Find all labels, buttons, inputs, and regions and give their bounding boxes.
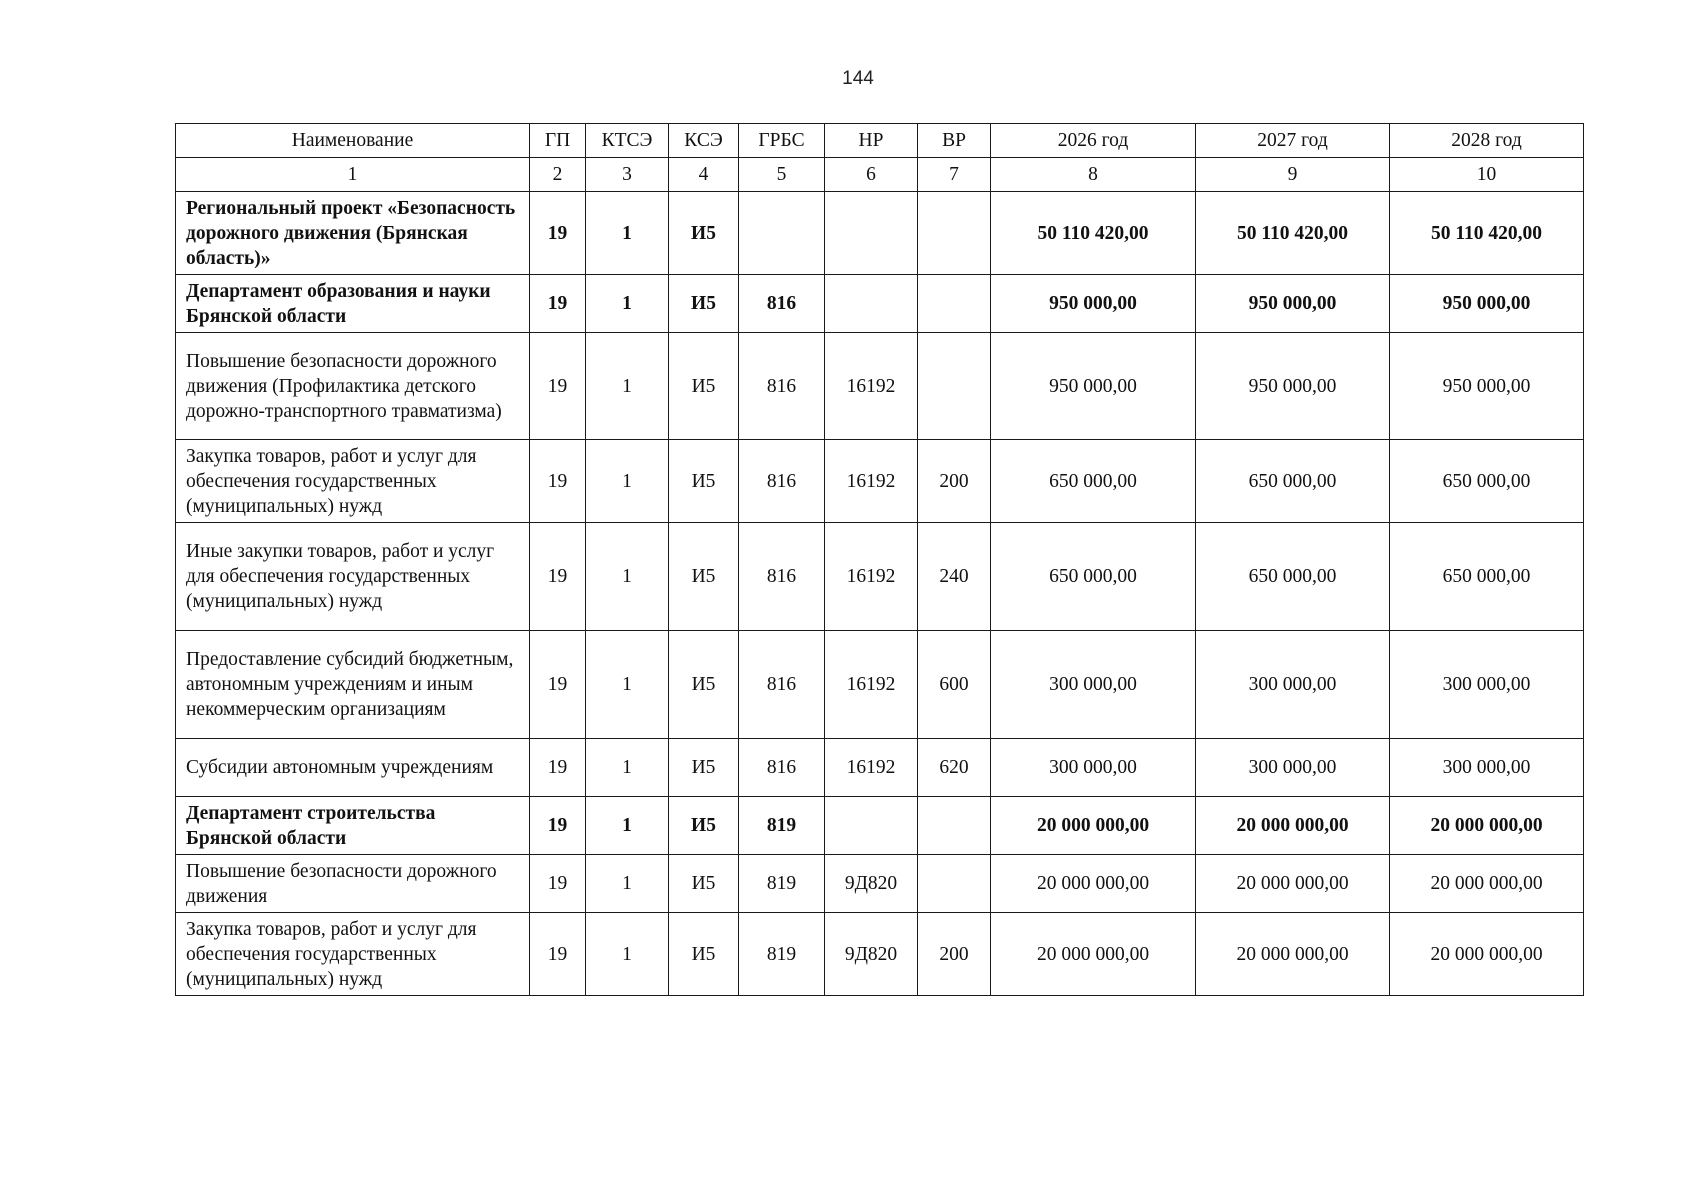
row-name: Региональный проект «Безопасность дорожного движения (Брянская область)» — [176, 192, 530, 275]
column-number-row — [176, 158, 1584, 192]
header-2027: 2027 год — [1196, 124, 1390, 158]
table-row — [176, 192, 1584, 275]
cell-gp: 19 — [530, 739, 586, 797]
table-row — [176, 913, 1584, 996]
cell-kse: И5 — [669, 192, 739, 275]
row-name: Субсидии автономным учреждениям — [176, 739, 530, 797]
header-gp: ГП — [530, 124, 586, 158]
cell-grbs: 819 — [739, 797, 825, 855]
row-name: Повышение безопасности дорожного движения — [176, 855, 530, 913]
cell-2028: 300 000,00 — [1390, 631, 1584, 739]
table-row — [176, 275, 1584, 333]
cell-grbs: 816 — [739, 275, 825, 333]
cell-ktse: 1 — [586, 333, 669, 440]
cell-nr — [825, 275, 918, 333]
cell-2027: 50 110 420,00 — [1196, 192, 1390, 275]
cell-2027: 300 000,00 — [1196, 739, 1390, 797]
cell-gp: 19 — [530, 631, 586, 739]
cell-nr: 16192 — [825, 739, 918, 797]
header-name: Наименование — [176, 124, 530, 158]
cell-2028: 650 000,00 — [1390, 523, 1584, 631]
column-number: 3 — [586, 158, 669, 192]
cell-grbs: 816 — [739, 739, 825, 797]
cell-2028: 300 000,00 — [1390, 739, 1584, 797]
cell-kse: И5 — [669, 913, 739, 996]
cell-kse: И5 — [669, 275, 739, 333]
cell-kse: И5 — [669, 797, 739, 855]
cell-vr — [918, 797, 991, 855]
cell-nr — [825, 192, 918, 275]
table-row — [176, 440, 1584, 523]
cell-2026: 650 000,00 — [991, 440, 1196, 523]
cell-ktse: 1 — [586, 523, 669, 631]
cell-2026: 950 000,00 — [991, 333, 1196, 440]
cell-grbs — [739, 192, 825, 275]
cell-2028: 20 000 000,00 — [1390, 913, 1584, 996]
cell-vr — [918, 855, 991, 913]
row-name: Предоставление субсидий бюджетным, автономным учреждениям и иным некоммерческим организациям — [176, 631, 530, 739]
cell-grbs: 816 — [739, 631, 825, 739]
column-number: 7 — [918, 158, 991, 192]
cell-2028: 950 000,00 — [1390, 275, 1584, 333]
cell-ktse: 1 — [586, 275, 669, 333]
cell-nr: 16192 — [825, 523, 918, 631]
cell-2026: 50 110 420,00 — [991, 192, 1196, 275]
cell-gp: 19 — [530, 275, 586, 333]
cell-2027: 20 000 000,00 — [1196, 797, 1390, 855]
header-nr: НР — [825, 124, 918, 158]
budget-table — [175, 123, 1584, 996]
column-number: 5 — [739, 158, 825, 192]
column-number: 10 — [1390, 158, 1584, 192]
cell-gp: 19 — [530, 192, 586, 275]
column-number: 1 — [176, 158, 530, 192]
cell-2026: 20 000 000,00 — [991, 797, 1196, 855]
cell-2027: 950 000,00 — [1196, 333, 1390, 440]
row-name: Повышение безопасности дорожного движения (Профилактика детского дорожно-транспортного травматизма) — [176, 333, 530, 440]
cell-2026: 650 000,00 — [991, 523, 1196, 631]
cell-vr — [918, 333, 991, 440]
cell-2026: 300 000,00 — [991, 739, 1196, 797]
cell-2026: 20 000 000,00 — [991, 913, 1196, 996]
cell-nr: 16192 — [825, 333, 918, 440]
cell-ktse: 1 — [586, 192, 669, 275]
table-row — [176, 797, 1584, 855]
cell-vr: 620 — [918, 739, 991, 797]
cell-2027: 650 000,00 — [1196, 440, 1390, 523]
cell-grbs: 816 — [739, 523, 825, 631]
cell-ktse: 1 — [586, 797, 669, 855]
cell-ktse: 1 — [586, 440, 669, 523]
cell-kse: И5 — [669, 855, 739, 913]
cell-vr: 240 — [918, 523, 991, 631]
cell-2028: 20 000 000,00 — [1390, 797, 1584, 855]
cell-nr: 9Д820 — [825, 913, 918, 996]
cell-gp: 19 — [530, 797, 586, 855]
table-row — [176, 523, 1584, 631]
cell-vr: 200 — [918, 440, 991, 523]
cell-gp: 19 — [530, 855, 586, 913]
cell-2026: 300 000,00 — [991, 631, 1196, 739]
column-number: 4 — [669, 158, 739, 192]
cell-nr: 16192 — [825, 631, 918, 739]
cell-vr — [918, 192, 991, 275]
cell-2026: 950 000,00 — [991, 275, 1196, 333]
row-name: Департамент строительства Брянской области — [176, 797, 530, 855]
cell-vr — [918, 275, 991, 333]
cell-ktse: 1 — [586, 631, 669, 739]
cell-kse: И5 — [669, 440, 739, 523]
column-number: 8 — [991, 158, 1196, 192]
cell-nr: 16192 — [825, 440, 918, 523]
header-2026: 2026 год — [991, 124, 1196, 158]
column-number: 2 — [530, 158, 586, 192]
header-2028: 2028 год — [1390, 124, 1584, 158]
column-number: 9 — [1196, 158, 1390, 192]
row-name: Иные закупки товаров, работ и услуг для обеспечения государственных (муниципальных) нужд — [176, 523, 530, 631]
header-grbs: ГРБС — [739, 124, 825, 158]
cell-gp: 19 — [530, 913, 586, 996]
row-name: Департамент образования и науки Брянской области — [176, 275, 530, 333]
cell-gp: 19 — [530, 523, 586, 631]
cell-ktse: 1 — [586, 855, 669, 913]
cell-vr: 200 — [918, 913, 991, 996]
cell-ktse: 1 — [586, 739, 669, 797]
table-row — [176, 333, 1584, 440]
cell-2027: 20 000 000,00 — [1196, 855, 1390, 913]
cell-grbs: 816 — [739, 333, 825, 440]
cell-grbs: 819 — [739, 855, 825, 913]
cell-nr — [825, 797, 918, 855]
table-row — [176, 631, 1584, 739]
cell-kse: И5 — [669, 333, 739, 440]
cell-2027: 650 000,00 — [1196, 523, 1390, 631]
cell-2027: 20 000 000,00 — [1196, 913, 1390, 996]
cell-grbs: 816 — [739, 440, 825, 523]
cell-2028: 950 000,00 — [1390, 333, 1584, 440]
table-row — [176, 739, 1584, 797]
cell-kse: И5 — [669, 739, 739, 797]
header-ktse: КТСЭ — [586, 124, 669, 158]
page-number: 144 — [842, 68, 874, 89]
cell-2026: 20 000 000,00 — [991, 855, 1196, 913]
column-number: 6 — [825, 158, 918, 192]
cell-2028: 20 000 000,00 — [1390, 855, 1584, 913]
header-kse: КСЭ — [669, 124, 739, 158]
cell-kse: И5 — [669, 631, 739, 739]
cell-kse: И5 — [669, 523, 739, 631]
cell-nr: 9Д820 — [825, 855, 918, 913]
row-name: Закупка товаров, работ и услуг для обеспечения государственных (муниципальных) нужд — [176, 913, 530, 996]
cell-2027: 300 000,00 — [1196, 631, 1390, 739]
cell-gp: 19 — [530, 333, 586, 440]
row-name: Закупка товаров, работ и услуг для обеспечения государственных (муниципальных) нужд — [176, 440, 530, 523]
cell-grbs: 819 — [739, 913, 825, 996]
table-row — [176, 855, 1584, 913]
cell-vr: 600 — [918, 631, 991, 739]
cell-ktse: 1 — [586, 913, 669, 996]
cell-gp: 19 — [530, 440, 586, 523]
header-vr: ВР — [918, 124, 991, 158]
cell-2028: 50 110 420,00 — [1390, 192, 1584, 275]
cell-2028: 650 000,00 — [1390, 440, 1584, 523]
cell-2027: 950 000,00 — [1196, 275, 1390, 333]
header-row — [176, 124, 1584, 158]
